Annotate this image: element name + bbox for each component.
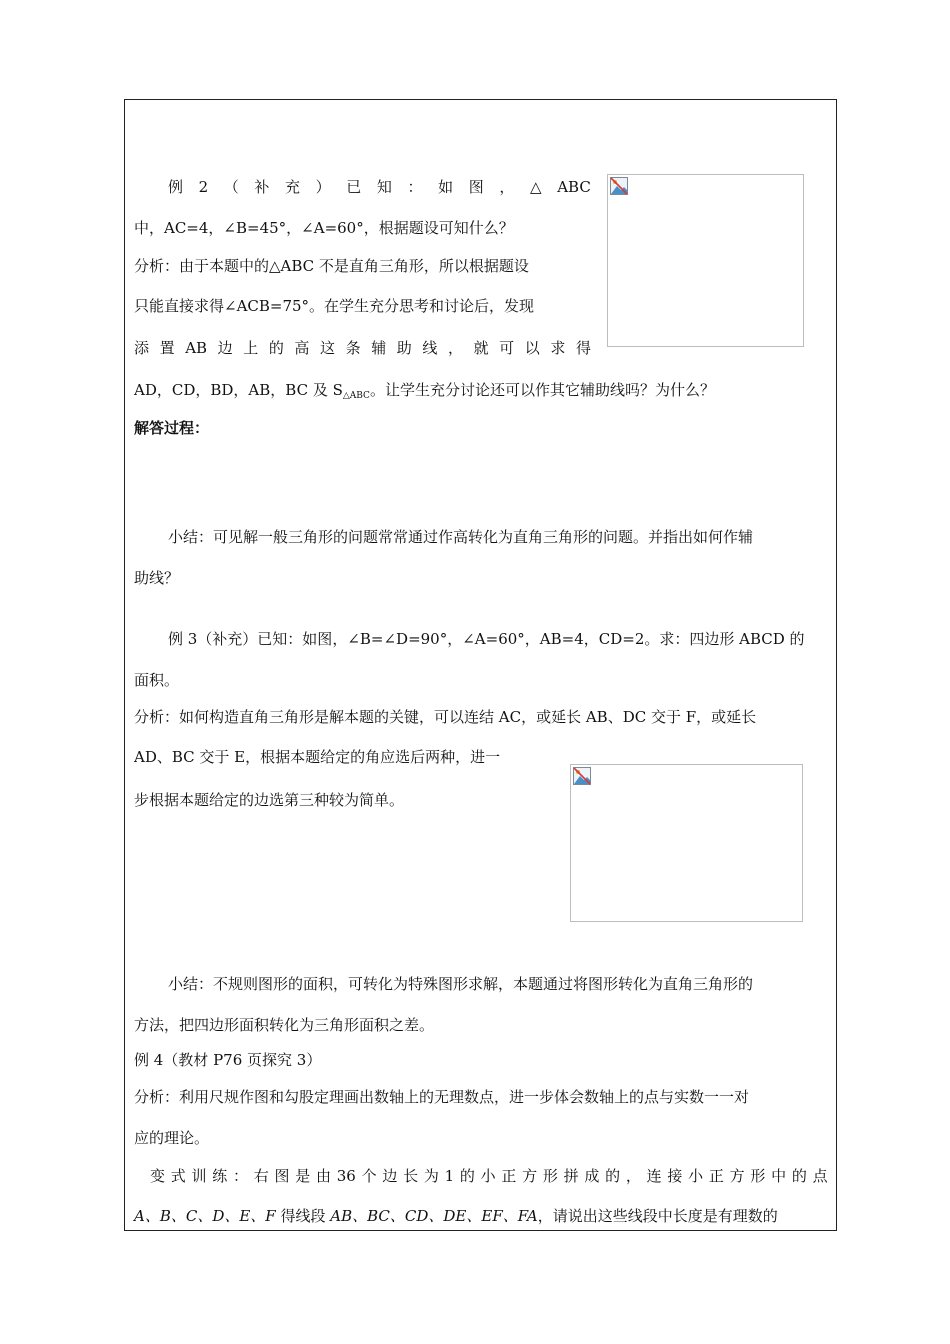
broken-image-icon bbox=[573, 767, 591, 785]
text-token: 充 bbox=[285, 178, 301, 196]
text-token: 上 bbox=[243, 339, 259, 357]
ex4-line2: 分析：利用尺规作图和勾股定理画出数轴上的无理数点，进一步体会数轴上的点与实数一一对 bbox=[134, 1088, 750, 1106]
text-token: ， bbox=[625, 1167, 641, 1185]
ex3-line1: 例 3（补充）已知：如图，∠B=∠D=90°，∠A=60°，AB=4，CD=2。求：四边形 ABCD 的 bbox=[168, 630, 805, 648]
text-token: 2 bbox=[198, 178, 209, 196]
text-token: 的 bbox=[459, 1167, 475, 1185]
variant-line2 bbox=[134, 1206, 778, 1226]
text-token: ， bbox=[499, 178, 515, 196]
variant-points: A、B、C、D、E、F bbox=[134, 1207, 276, 1225]
text-token: 接 bbox=[667, 1167, 683, 1185]
text-token: 图 bbox=[274, 1167, 290, 1185]
text-token: ： bbox=[407, 178, 423, 196]
text-token: 线 bbox=[422, 339, 438, 357]
text-token: 1 bbox=[444, 1167, 455, 1185]
text-token: 例 bbox=[168, 178, 184, 196]
ex2-line6-post: 。让学生充分讨论还可以作其它辅助线吗？为什么？ bbox=[369, 381, 715, 399]
text-token: 求 bbox=[550, 339, 566, 357]
text-token: 这 bbox=[320, 339, 336, 357]
text-token: 是 bbox=[295, 1167, 311, 1185]
text-token: 个 bbox=[361, 1167, 377, 1185]
ex4-line3: 应的理论。 bbox=[134, 1129, 210, 1147]
summary2-line1: 小结：不规则图形的面积，可转化为特殊图形求解，本题通过将图形转化为直角三角形的 bbox=[168, 975, 754, 993]
ex3-line2: 面积。 bbox=[134, 671, 180, 689]
text-token: 高 bbox=[294, 339, 310, 357]
ex3-line5: 步根据本题给定的边选第三种较为简单。 bbox=[134, 791, 405, 809]
text-token: 以 bbox=[524, 339, 540, 357]
text-token: 右 bbox=[253, 1167, 269, 1185]
text-token: 变 bbox=[150, 1167, 166, 1185]
ex2-line2: 中，AC=4，∠B=45°，∠A=60°，根据题设可知什么？ bbox=[134, 219, 514, 237]
text-token: 如 bbox=[438, 178, 454, 196]
text-token: 正 bbox=[708, 1167, 724, 1185]
ex2-heading bbox=[168, 177, 591, 197]
text-token: 边 bbox=[382, 1167, 398, 1185]
variant-segments: AB、BC、CD、DE、EF、FA bbox=[330, 1207, 538, 1225]
text-token: 助 bbox=[396, 339, 412, 357]
text-token: 36 bbox=[336, 1167, 356, 1185]
text-token: 为 bbox=[423, 1167, 439, 1185]
broken-image-icon bbox=[610, 177, 628, 195]
text-token: ABC bbox=[557, 178, 591, 196]
text-token: △ bbox=[530, 178, 542, 196]
text-token: 辅 bbox=[371, 339, 387, 357]
text-token: 可 bbox=[499, 339, 515, 357]
text-token: 正 bbox=[501, 1167, 517, 1185]
summary1-line2: 助线？ bbox=[134, 569, 180, 587]
text-token: 由 bbox=[316, 1167, 332, 1185]
variant-line1 bbox=[150, 1166, 828, 1186]
answer-process-label: 解答过程： bbox=[134, 419, 210, 437]
ex2-line4: 只能直接求得∠ACB=75°。在学生充分思考和讨论后，发现 bbox=[134, 297, 535, 315]
ex2-line5 bbox=[134, 338, 591, 358]
text-token: 小 bbox=[688, 1167, 704, 1185]
text-token: 置 bbox=[159, 339, 175, 357]
text-token: 训 bbox=[191, 1167, 207, 1185]
ex2-figure bbox=[607, 174, 804, 347]
text-token: 连 bbox=[646, 1167, 662, 1185]
text-token: 式 bbox=[170, 1167, 186, 1185]
text-token: ） bbox=[315, 178, 331, 196]
text-token: 得 bbox=[575, 339, 591, 357]
text-token: 中 bbox=[771, 1167, 787, 1185]
text-token: 就 bbox=[473, 339, 489, 357]
text-token: 条 bbox=[345, 339, 361, 357]
text-token: ， bbox=[447, 339, 463, 357]
text-token: 拼 bbox=[563, 1167, 579, 1185]
text-token: 图 bbox=[468, 178, 484, 196]
text-token: 已 bbox=[346, 178, 362, 196]
summary2-line2: 方法，把四边形面积转化为三角形面积之差。 bbox=[134, 1016, 435, 1034]
text-token: 添 bbox=[134, 339, 150, 357]
text-token: 的 bbox=[605, 1167, 621, 1185]
ex2-line6-sub: △ABC bbox=[342, 391, 370, 401]
text-token: （ bbox=[223, 178, 239, 196]
text-token: 方 bbox=[729, 1167, 745, 1185]
ex3-line4: AD、BC 交于 E，根据本题给定的角应选后两种，进一 bbox=[134, 748, 501, 766]
ex3-line3: 分析：如何构造直角三角形是解本题的关键，可以连结 AC，或延长 AB、DC 交于 F，或延长 bbox=[134, 708, 757, 726]
text-token: 的 bbox=[791, 1167, 807, 1185]
text-token: 点 bbox=[812, 1167, 828, 1185]
text-token: 补 bbox=[254, 178, 270, 196]
ex2-line3: 分析：由于本题中的△ABC 不是直角三角形，所以根据题设 bbox=[134, 257, 529, 275]
text-token: 知 bbox=[376, 178, 392, 196]
variant-tail: ，请说出这些线段中长度是有理数的 bbox=[537, 1207, 778, 1225]
variant-mid: 得线段 bbox=[275, 1207, 331, 1225]
text-token: 形 bbox=[542, 1167, 558, 1185]
ex2-line6 bbox=[134, 380, 715, 403]
ex4-line1: 例 4（教材 P76 页探究 3） bbox=[134, 1051, 322, 1069]
text-token: 边 bbox=[217, 339, 233, 357]
ex3-figure bbox=[570, 764, 803, 922]
text-token: 成 bbox=[584, 1167, 600, 1185]
summary1-line1: 小结：可见解一般三角形的问题常常通过作高转化为直角三角形的问题。并指出如何作辅 bbox=[168, 528, 754, 546]
ex2-line6-pre: AD，CD，BD，AB，BC 及 S bbox=[134, 381, 343, 399]
text-token: ： bbox=[233, 1167, 249, 1185]
text-token: 小 bbox=[480, 1167, 496, 1185]
text-token: 形 bbox=[750, 1167, 766, 1185]
text-token: 的 bbox=[268, 339, 284, 357]
text-token: 练 bbox=[212, 1167, 228, 1185]
text-token: AB bbox=[185, 339, 208, 357]
text-token: 方 bbox=[522, 1167, 538, 1185]
text-token: 长 bbox=[403, 1167, 419, 1185]
